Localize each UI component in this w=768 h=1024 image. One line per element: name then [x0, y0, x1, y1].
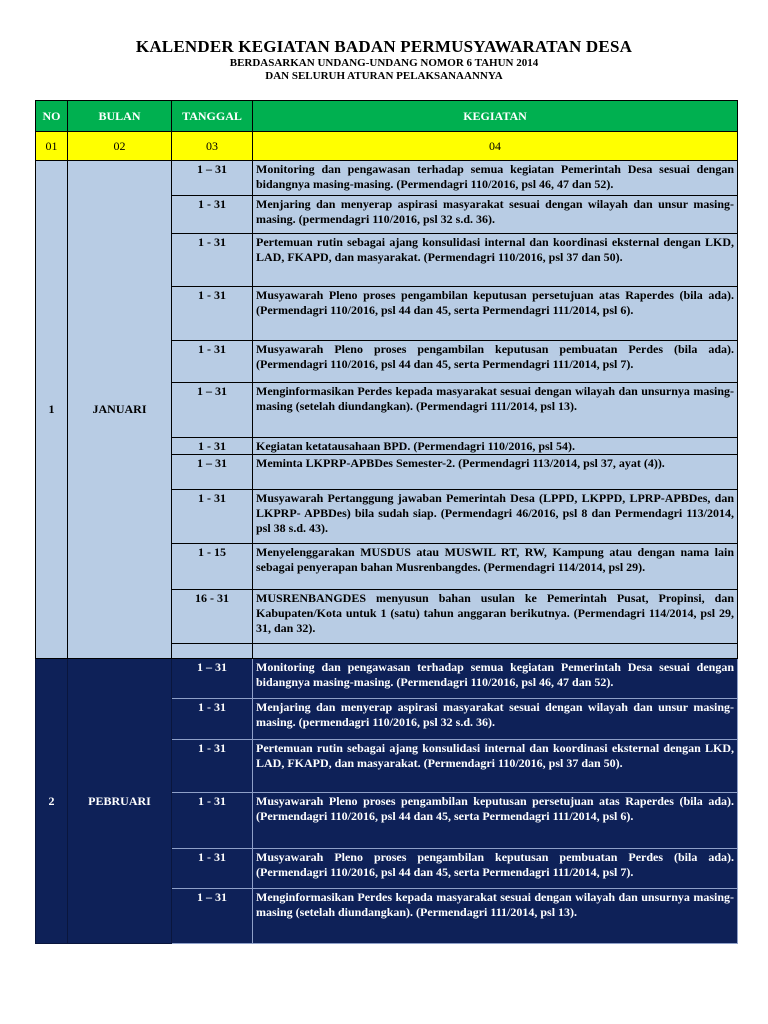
- activity-cell: Menginformasikan Perdes kepada masyarakat sesuai dengan wilayah dan unsurnya masing- masing (setelah diundangkan). (Permendagri 111/2014, psl 13).: [253, 889, 738, 944]
- activity-cell: Meminta LKPRP-APBDes Semester-2. (Permendagri 113/2014, psl 37, ayat (4)).: [253, 455, 738, 490]
- date-range-cell: 1 - 15: [172, 544, 253, 590]
- date-range-cell: 16 - 31: [172, 590, 253, 644]
- colnum-kegiatan: 04: [253, 132, 738, 161]
- header-no: NO: [36, 101, 68, 132]
- date-range-cell: 1 – 31: [172, 383, 253, 438]
- activity-cell: Menyelenggarakan MUSDUS atau MUSWIL RT, RW, Kampung atau dengan nama lain sebagai penyerapan bahan Musrenbangdes. (Permendagri 114/2014, psl 29).: [253, 544, 738, 590]
- date-range-cell: 1 – 31: [172, 889, 253, 944]
- month-number: 2: [36, 659, 68, 944]
- date-range-cell: [172, 644, 253, 659]
- document-title: KALENDER KEGIATAN BADAN PERMUSYAWARATAN DESA: [135, 37, 633, 56]
- header-row: [36, 101, 738, 132]
- header-bulan: BULAN: [68, 101, 172, 132]
- date-range-cell: 1 – 31: [172, 659, 253, 699]
- date-range-cell: 1 - 31: [172, 287, 253, 341]
- date-range-cell: 1 - 31: [172, 740, 253, 793]
- header-tanggal: TANGGAL: [172, 101, 253, 132]
- table-row: [36, 659, 738, 699]
- activity-cell: MUSRENBANGDES menyusun bahan usulan ke Pemerintah Pusat, Propinsi, dan Kabupaten/Kota untuk 1 (satu) tahun anggaran berikutnya. (Permendagri 114/2014, psl 29, 31, dan 32).: [253, 590, 738, 644]
- month-name: JANUARI: [68, 161, 172, 659]
- date-range-cell: 1 - 31: [172, 438, 253, 455]
- activity-cell: Musyawarah Pleno proses pengambilan keputusan pembuatan Perdes (bila ada). (Permendagri 110/2016, psl 44 dan 45, serta Permendagri 111/2014, psl 7).: [253, 341, 738, 383]
- date-range-cell: 1 - 31: [172, 341, 253, 383]
- colnum-bulan: 02: [68, 132, 172, 161]
- date-range-cell: 1 – 31: [172, 161, 253, 196]
- colnum-no: 01: [36, 132, 68, 161]
- activity-cell: [253, 644, 738, 659]
- activity-cell: Menginformasikan Perdes kepada masyarakat sesuai dengan wilayah dan unsurnya masing- masing (setelah diundangkan). (Permendagri 111/2014, psl 13).: [253, 383, 738, 438]
- header-kegiatan: KEGIATAN: [253, 101, 738, 132]
- month-name: PEBRUARI: [68, 659, 172, 944]
- date-range-cell: 1 - 31: [172, 196, 253, 234]
- activity-cell: Musyawarah Pertanggung jawaban Pemerintah Desa (LPPD, LKPPD, LPRP-APBDes, dan LKPRP- APBDes) bila sudah siap. (Permendagri 46/2016, psl 8 dan Permendagri 113/2014, psl 38 s.d. 43).: [253, 490, 738, 544]
- activity-cell: Menjaring dan menyerap aspirasi masyarakat sesuai dengan wilayah dan unsur masing-masing. (permendagri 110/2016, psl 32 s.d. 36).: [253, 196, 738, 234]
- date-range-cell: 1 - 31: [172, 849, 253, 889]
- date-range-cell: 1 - 31: [172, 793, 253, 849]
- activity-cell: Monitoring dan pengawasan terhadap semua kegiatan Pemerintah Desa sesuai dengan bidangnya masing-masing. (Permendagri 110/2016, psl 46, 47 dan 52).: [253, 659, 738, 699]
- activity-cell: Monitoring dan pengawasan terhadap semua kegiatan Pemerintah Desa sesuai dengan bidangnya masing-masing. (Permendagri 110/2016, psl 46, 47 dan 52).: [253, 161, 738, 196]
- date-range-cell: 1 - 31: [172, 234, 253, 287]
- document-subtitle-2: DAN SELURUH ATURAN PELAKSANAANNYA: [265, 70, 503, 82]
- table-row: [36, 161, 738, 196]
- activity-cell: Kegiatan ketatausahaan BPD. (Permendagri 110/2016, psl 54).: [253, 438, 738, 455]
- month-number: 1: [36, 161, 68, 659]
- column-number-row: [36, 132, 738, 161]
- colnum-tanggal: 03: [172, 132, 253, 161]
- activity-cell: Musyawarah Pleno proses pengambilan keputusan persetujuan atas Raperdes (bila ada). (Permendagri 110/2016, psl 44 dan 45, serta Permendagri 111/2014, psl 6).: [253, 287, 738, 341]
- activity-cell: Pertemuan rutin sebagai ajang konsulidasi internal dan koordinasi eksternal dengan LKD, LAD, FKAPD, dan masyarakat. (Permendagri 110/2016, psl 37 dan 50).: [253, 234, 738, 287]
- activity-cell: Pertemuan rutin sebagai ajang konsulidasi internal dan koordinasi eksternal dengan LKD, LAD, FKAPD, dan masyarakat. (Permendagri 110/2016, psl 37 dan 50).: [253, 740, 738, 793]
- activity-cell: Musyawarah Pleno proses pengambilan keputusan pembuatan Perdes (bila ada). (Permendagri 110/2016, psl 44 dan 45, serta Permendagri 111/2014, psl 7).: [253, 849, 738, 889]
- date-range-cell: 1 – 31: [172, 455, 253, 490]
- date-range-cell: 1 - 31: [172, 699, 253, 740]
- document-subtitle-1: BERDASARKAN UNDANG-UNDANG NOMOR 6 TAHUN 2014: [229, 57, 539, 69]
- activity-calendar-table: [35, 100, 738, 944]
- date-range-cell: 1 - 31: [172, 490, 253, 544]
- activity-cell: Menjaring dan menyerap aspirasi masyarakat sesuai dengan wilayah dan unsur masing-masing. (permendagri 110/2016, psl 32 s.d. 36).: [253, 699, 738, 740]
- activity-cell: Musyawarah Pleno proses pengambilan keputusan persetujuan atas Raperdes (bila ada). (Permendagri 110/2016, psl 44 dan 45, serta Permendagri 111/2014, psl 6).: [253, 793, 738, 849]
